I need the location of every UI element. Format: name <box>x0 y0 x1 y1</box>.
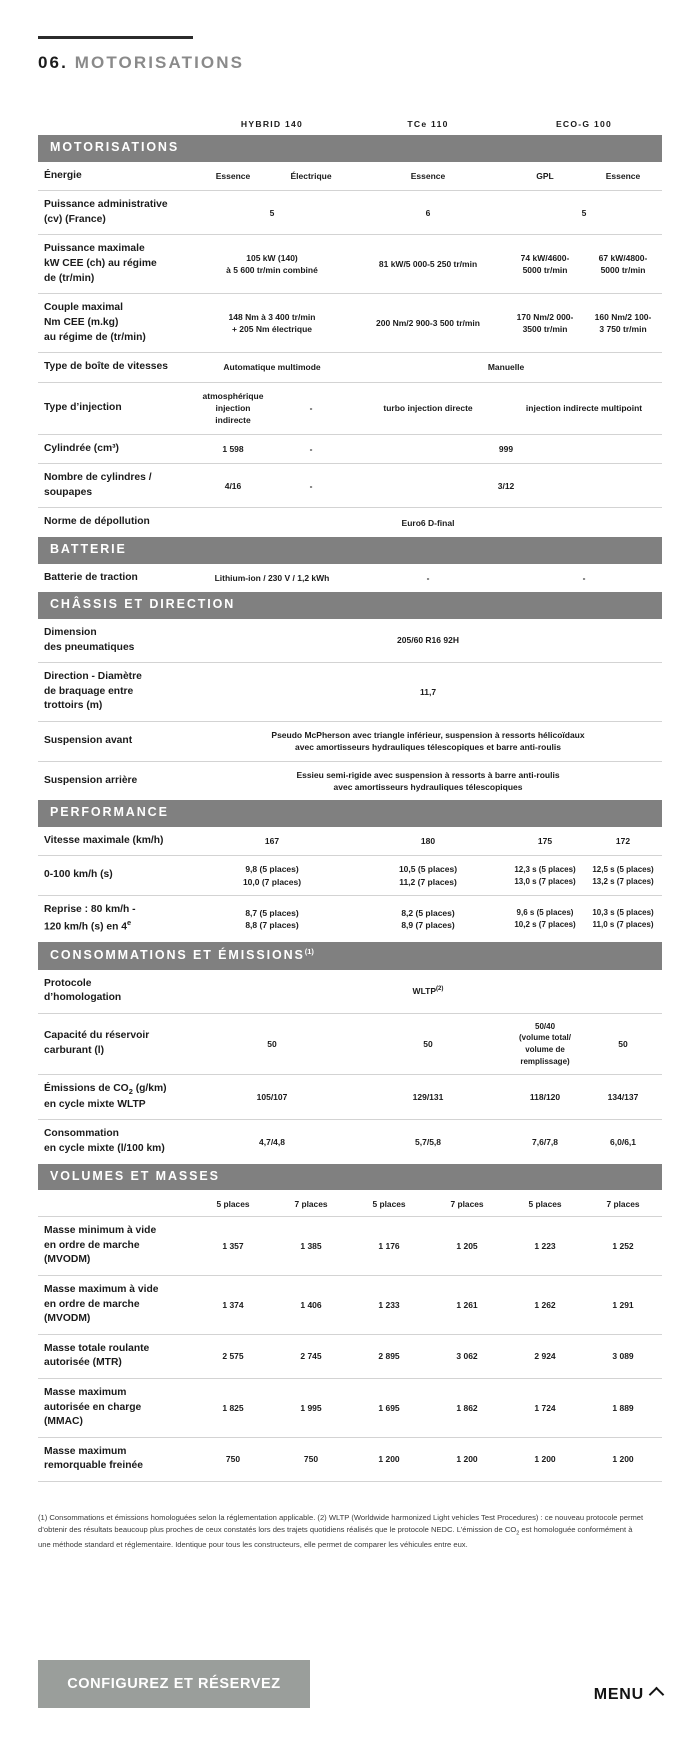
row-energie <box>38 162 662 191</box>
cell-mtr-4: 2 924 <box>506 1334 584 1378</box>
cell-batterie-ecog: - <box>582 572 586 583</box>
label-line-2: des pneumatiques <box>44 641 135 653</box>
cell-co2-gpl: 118/120 <box>506 1075 584 1120</box>
row-label-emissions-co2 <box>38 1075 194 1120</box>
row-label-suspension-arriere: Suspension arrière <box>44 774 138 786</box>
value-line-1: 8,7 (5 places) <box>245 907 299 918</box>
label-line-2: autorisée en charge <box>44 1401 142 1413</box>
cell-couple-max-tce: 200 Nm/2 900-3 500 tr/min <box>350 294 506 353</box>
cell-reprise-tce <box>350 896 506 942</box>
label-line-1: Masse maximum à vide <box>44 1283 159 1295</box>
value-line-1: Pseudo McPherson avec triangle inférieur, suspension à ressorts hélicoïdaux <box>271 730 585 740</box>
group-title-consommations <box>38 942 662 970</box>
cell-mvodm-min-0: 1 357 <box>194 1217 272 1276</box>
row-label-batterie-traction: Batterie de traction <box>44 571 138 583</box>
value-line-1: 9,6 s (5 places) <box>516 908 574 918</box>
row-pneumatiques <box>38 619 662 663</box>
places-subheader-spacer <box>38 1190 194 1217</box>
footnote-co2-subscript: 2 <box>516 1530 520 1537</box>
row-suspension-avant <box>38 722 662 762</box>
places-header-col-6: 7 places <box>584 1190 662 1217</box>
value-line-1: 10,3 s (5 places) <box>592 908 654 918</box>
label-line-1: Nombre de cylindres / <box>44 472 152 484</box>
group-title-volumes: VOLUMES ET MASSES <box>38 1164 662 1191</box>
cell-energie-hybrid-essence: Essence <box>194 162 272 191</box>
cell-mvodm-min-5: 1 252 <box>584 1217 662 1276</box>
group-title-performance: PERFORMANCE <box>38 800 662 827</box>
cell-reservoir-gpl <box>506 1013 584 1074</box>
row-label-diametre-braquage <box>38 663 194 722</box>
group-title-batterie: BATTERIE <box>38 537 662 564</box>
cell-reservoir-tce: 50 <box>350 1013 506 1074</box>
row-label-puissance-administrative <box>38 191 194 235</box>
cell-acceleration-hybrid <box>194 856 350 896</box>
value-line-1: 8,2 (5 places) <box>401 907 455 918</box>
value-line-2: injection <box>215 403 251 414</box>
row-label-suspension-avant: Suspension avant <box>38 722 194 762</box>
label-line-2: en cycle mixte (l/100 km) <box>44 1142 165 1154</box>
row-label-capacite-reservoir <box>38 1013 194 1074</box>
model-header-tce: TCe 110 <box>407 119 449 129</box>
value-line-2: 5000 tr/min <box>600 265 646 276</box>
group-title-chassis: CHÂSSIS ET DIRECTION <box>38 592 662 619</box>
label-line-2: en ordre de marche <box>44 1239 140 1251</box>
cell-couple-max-hybrid <box>194 294 350 353</box>
model-header-row <box>38 119 662 135</box>
cell-vitesse-gpl: 175 <box>506 827 584 856</box>
cell-pneumatiques-value: 205/60 R16 92H <box>194 619 662 663</box>
label-line-2: de braquage entre <box>44 685 134 697</box>
label-line-2: d’homologation <box>44 992 122 1004</box>
row-suspension-arriere <box>38 761 662 800</box>
value-line-4: remplissage) <box>520 1056 570 1066</box>
cell-boite-rest: Manuelle <box>350 353 662 383</box>
value-line-2: 3500 tr/min <box>522 324 568 335</box>
cell-mmac-3: 1 862 <box>428 1379 506 1438</box>
cell-mmac-0: 1 825 <box>194 1379 272 1438</box>
group-row-volumes <box>38 1164 662 1191</box>
cell-puissance-max-tce: 81 kW/5 000-5 250 tr/min <box>350 235 506 294</box>
cell-remorquable-1: 750 <box>272 1437 350 1481</box>
co2-label-suffix: (g/km) <box>132 1083 167 1095</box>
row-label-consommation-mixte <box>38 1120 194 1164</box>
row-norme-depollution <box>38 508 662 537</box>
row-mtr <box>38 1334 662 1378</box>
cell-mvodm-max-1: 1 406 <box>272 1275 350 1334</box>
cell-consommation-hybrid: 4,7/4,8 <box>259 1136 285 1147</box>
label-line-3: (MVODM) <box>44 1254 91 1266</box>
cell-diametre-braquage-value: 11,7 <box>194 663 662 722</box>
value-line-1: 12,5 s (5 places) <box>592 865 654 875</box>
value-line-2: 11,0 s (7 places) <box>592 919 654 929</box>
row-label-energie: Énergie <box>38 162 194 191</box>
value-line-2: 13,0 s (7 places) <box>514 876 576 886</box>
row-nombre-cylindres <box>38 464 662 508</box>
row-label-norme-depollution: Norme de dépollution <box>44 516 150 528</box>
group-row-motorisations <box>38 135 662 162</box>
cell-acceleration-gpl <box>506 856 584 896</box>
places-header-col-1: 5 places <box>194 1190 272 1217</box>
chevron-up-icon <box>649 1686 665 1702</box>
label-line-1: Masse minimum à vide <box>44 1225 157 1237</box>
cell-puissance-max-hybrid <box>194 235 350 294</box>
row-label-protocole <box>38 970 194 1014</box>
row-puissance-maximale <box>38 235 662 294</box>
cell-puissance-admin-ecog: 5 <box>506 191 662 235</box>
cell-suspension-arriere-value <box>194 761 662 800</box>
row-acceleration-0-100 <box>38 856 662 896</box>
value-line-1: 170 Nm/2 000- <box>516 311 574 322</box>
label-line-1: Masse maximum <box>44 1387 127 1399</box>
value-line-2: (volume total/ <box>519 1033 572 1043</box>
value-line-2: à 5 600 tr/min combiné <box>226 265 318 276</box>
group-row-batterie <box>38 537 662 564</box>
page-footer <box>0 1660 700 1708</box>
value-line-2: 10,2 s (7 places) <box>514 919 576 929</box>
model-header-spacer <box>38 119 194 135</box>
group-row-chassis <box>38 592 662 619</box>
cell-mvodm-min-4: 1 223 <box>506 1217 584 1276</box>
places-header-col-2: 7 places <box>272 1190 350 1217</box>
protocole-value-text: WLTP <box>412 985 436 996</box>
cell-remorquable-4: 1 200 <box>506 1437 584 1481</box>
cell-cylindree-rest: 999 <box>350 434 662 464</box>
cell-mmac-2: 1 695 <box>350 1379 428 1438</box>
cell-puissance-admin-tce: 6 <box>350 191 506 235</box>
cell-mtr-0: 2 575 <box>194 1334 272 1378</box>
value-line-2: 5000 tr/min <box>522 265 568 276</box>
cell-mtr-1: 2 745 <box>272 1334 350 1378</box>
row-label-couple-maximal <box>38 294 194 353</box>
cell-reprise-essence <box>584 896 662 942</box>
label-line-1: Consommation <box>44 1128 119 1140</box>
cell-protocole-value <box>194 970 662 1014</box>
cell-batterie-hybrid: Lithium-ion / 230 V / 1,2 kWh <box>214 572 330 583</box>
value-line-2: + 205 Nm électrique <box>231 324 313 335</box>
cell-norme-depollution-value: Euro6 D-final <box>401 517 455 528</box>
value-line-2: 3 750 tr/min <box>599 324 647 335</box>
label-line-1: Capacité du réservoir <box>44 1030 150 1042</box>
label-line-1 <box>44 1083 167 1097</box>
value-line-1: 12,3 s (5 places) <box>514 865 576 875</box>
label-line-3: au régime de (tr/min) <box>44 331 146 343</box>
cell-couple-max-gpl <box>506 294 584 353</box>
row-label-mvodm-maximum <box>38 1275 194 1334</box>
row-boite-de-vitesses <box>38 353 662 383</box>
row-emissions-co2 <box>38 1075 662 1120</box>
label-line-1: Protocole <box>44 977 92 989</box>
cell-puissance-max-essence <box>584 235 662 294</box>
cell-reprise-gpl <box>506 896 584 942</box>
cell-mtr-2: 2 895 <box>350 1334 428 1378</box>
label-line-1: Masse totale roulante <box>44 1342 150 1354</box>
model-header-ecog: ECO-G 100 <box>555 119 613 129</box>
cell-injection-electrique: - <box>272 382 350 434</box>
value-line-2: 13,2 s (7 places) <box>592 876 654 886</box>
row-diametre-braquage <box>38 663 662 722</box>
label-line-2: en ordre de marche <box>44 1298 140 1310</box>
label-line-2: kW CEE (ch) au régime <box>44 258 157 270</box>
row-label-pneumatiques <box>38 619 194 663</box>
row-masse-remorquable <box>38 1437 662 1481</box>
row-label-acceleration: 0-100 km/h (s) <box>38 856 194 896</box>
row-mvodm-maximum <box>38 1275 662 1334</box>
cell-remorquable-2: 1 200 <box>350 1437 428 1481</box>
cell-vitesse-hybrid: 167 <box>194 827 350 856</box>
cell-injection-ecog: injection indirecte multipoint <box>506 382 662 434</box>
value-line-1: 148 Nm à 3 400 tr/min <box>228 311 316 322</box>
value-line-2: 11,2 (7 places) <box>399 876 457 887</box>
protocole-superscript: (2) <box>436 985 444 993</box>
row-label-mvodm-minimum <box>38 1217 194 1276</box>
cell-cylindres-rest: 3/12 <box>350 464 662 508</box>
row-label-boite-de-vitesses: Type de boîte de vitesses <box>38 353 194 383</box>
cell-energie-ecog-gpl: GPL <box>506 162 584 191</box>
cell-mvodm-max-0: 1 374 <box>194 1275 272 1334</box>
label-line-1: Puissance maximale <box>44 243 145 255</box>
cell-co2-tce: 129/131 <box>350 1075 506 1120</box>
cell-cylindree-hybrid: 1 598 <box>194 434 272 464</box>
cell-vitesse-essence: 172 <box>584 827 662 856</box>
group-row-consommations <box>38 942 662 970</box>
header-rule <box>38 36 193 39</box>
cell-injection-tce: turbo injection directe <box>350 382 506 434</box>
cell-mvodm-max-5: 1 291 <box>584 1275 662 1334</box>
label-line-2: carburant (l) <box>44 1044 105 1056</box>
row-type-injection <box>38 382 662 434</box>
value-line-1: 67 kW/4800- <box>598 253 648 264</box>
cell-mmac-5: 1 889 <box>584 1379 662 1438</box>
cell-mvodm-min-3: 1 205 <box>428 1217 506 1276</box>
co2-label-prefix: Émissions de CO <box>44 1083 129 1095</box>
value-line-3: indirecte <box>215 415 251 426</box>
cell-mtr-3: 3 062 <box>428 1334 506 1378</box>
cell-energie-ecog-essence: Essence <box>584 162 662 191</box>
cell-energie-tce: Essence <box>350 162 506 191</box>
value-line-2: avec amortisseurs hydrauliques télescopiques <box>333 781 523 792</box>
cell-mmac-4: 1 724 <box>506 1379 584 1438</box>
row-mmac <box>38 1379 662 1438</box>
row-capacite-reservoir <box>38 1013 662 1074</box>
section-number: 06. <box>38 53 68 72</box>
configure-and-reserve-button[interactable]: CONFIGUREZ ET RÉSERVEZ <box>38 1660 310 1708</box>
value-line-2: 8,8 (7 places) <box>245 919 299 930</box>
row-label-mmac <box>38 1379 194 1438</box>
cell-mvodm-min-2: 1 176 <box>350 1217 428 1276</box>
row-label-masse-remorquable <box>38 1437 194 1481</box>
cell-mtr-5: 3 089 <box>584 1334 662 1378</box>
cell-cylindres-electrique: - <box>272 464 350 508</box>
value-line-1: 74 kW/4600- <box>520 253 570 264</box>
row-mvodm-minimum <box>38 1217 662 1276</box>
places-header-col-3: 5 places <box>350 1190 428 1217</box>
row-places-subheader <box>38 1190 662 1217</box>
group-title-text: CONSOMMATIONS ET ÉMISSIONS <box>50 947 305 962</box>
cell-mvodm-max-4: 1 262 <box>506 1275 584 1334</box>
label-line-3: de (tr/min) <box>44 272 95 284</box>
footnote-part-2: est homologuée conformément à une méthode standard et réglementaire. Identique pour tous les constructeurs, elle permet de comparer les véhicules entre eux. <box>38 1525 633 1549</box>
label-line-2: (cv) (France) <box>44 213 106 225</box>
row-puissance-administrative <box>38 191 662 235</box>
cell-puissance-max-gpl <box>506 235 584 294</box>
value-line-1: 50/40 <box>535 1021 556 1031</box>
page-title <box>38 53 662 73</box>
label-superscript: e <box>126 917 132 927</box>
page-header <box>0 0 700 73</box>
group-row-performance <box>38 800 662 827</box>
cell-acceleration-essence <box>584 856 662 896</box>
specifications-table <box>38 119 662 1482</box>
cell-consommation-essence: 6,0/6,1 <box>610 1136 637 1147</box>
value-line-1: 160 Nm/2 100- <box>594 311 652 322</box>
cell-consommation-tce: 5,7/5,8 <box>415 1136 442 1147</box>
label-line-2: 120 km/h (s) en 4 <box>44 921 127 933</box>
places-header-col-4: 7 places <box>428 1190 506 1217</box>
section-title-text: MOTORISATIONS <box>74 53 245 72</box>
cell-mmac-1: 1 995 <box>272 1379 350 1438</box>
value-line-1: Essieu semi-rigide avec suspension à ressorts à barre anti-roulis <box>296 769 560 780</box>
cell-remorquable-5: 1 200 <box>584 1437 662 1481</box>
label-line-2: autorisée (MTR) <box>44 1357 122 1369</box>
label-line-2: remorquable freinée <box>44 1460 143 1472</box>
footnote <box>38 1512 644 1551</box>
row-label-vitesse-maximale: Vitesse maximale (km/h) <box>38 827 194 856</box>
row-batterie-traction <box>38 564 662 593</box>
label-line-1: Masse maximum <box>44 1445 127 1457</box>
cell-couple-max-essence <box>584 294 662 353</box>
row-label-reprise <box>38 896 194 942</box>
label-line-2: soupapes <box>44 486 93 498</box>
menu-toggle[interactable] <box>594 1686 662 1708</box>
row-label-mtr <box>38 1334 194 1378</box>
label-line-1: Reprise : 80 km/h - <box>44 904 136 916</box>
specifications-table-wrapper <box>38 119 662 1482</box>
row-vitesse-maximale <box>38 827 662 856</box>
cell-cylindree-electrique: - <box>272 434 350 464</box>
cell-suspension-avant-value <box>194 722 662 762</box>
label-line-2: Nm CEE (m.kg) <box>44 316 119 328</box>
value-line-1: atmosphérique <box>202 390 264 401</box>
row-couple-maximal <box>38 294 662 353</box>
label-line-2: en cycle mixte WLTP <box>44 1098 146 1110</box>
label-line-3: trottoirs (m) <box>44 700 103 712</box>
cell-mvodm-min-1: 1 385 <box>272 1217 350 1276</box>
row-label-cylindree: Cylindrée (cm³) <box>38 434 194 464</box>
cell-mvodm-max-2: 1 233 <box>350 1275 428 1334</box>
cell-boite-hybrid: Automatique multimode <box>194 353 350 383</box>
cell-consommation-gpl: 7,6/7,8 <box>532 1136 559 1147</box>
group-title-superscript: (1) <box>304 946 314 956</box>
cell-cylindres-hybrid: 4/16 <box>194 464 272 508</box>
value-line-2: 10,0 (7 places) <box>242 876 302 887</box>
group-title-motorisations: MOTORISATIONS <box>38 135 662 162</box>
value-line-2: 8,9 (7 places) <box>401 919 455 930</box>
cell-vitesse-tce: 180 <box>350 827 506 856</box>
row-cylindree <box>38 434 662 464</box>
cell-reprise-hybrid <box>194 896 350 942</box>
row-consommation-mixte <box>38 1120 662 1164</box>
cell-remorquable-3: 1 200 <box>428 1437 506 1481</box>
value-line-2: avec amortisseurs hydrauliques télescopiques et barre anti-roulis <box>295 742 561 753</box>
value-line-1: 10,5 (5 places) <box>398 864 458 875</box>
footnote-part-1: (1) Consommations et émissions homologuées selon la réglementation applicable. (2) WLTP (Worldwide harmonized Light vehicles Test Procedures) : ce nouveau protocole permet d’obtenir des résultats beaucoup plus proches de ceux constatés lors des trajets quotidiens réalisés que le protocole NEDC. L’émission de CO <box>38 1513 644 1535</box>
value-line-3: volume de <box>525 1044 565 1054</box>
label-line-3: (MVODM) <box>44 1313 91 1325</box>
label-line-1: Dimension <box>44 626 97 638</box>
row-protocole-homologation <box>38 970 662 1014</box>
label-line-1: Direction - Diamètre <box>44 671 142 683</box>
cell-reservoir-essence: 50 <box>584 1013 662 1074</box>
cell-puissance-admin-hybrid: 5 <box>194 191 350 235</box>
co2-subscript: 2 <box>128 1087 133 1097</box>
places-header-col-5: 5 places <box>506 1190 584 1217</box>
model-header-hybrid: HYBRID 140 <box>240 119 304 129</box>
row-label-puissance-maximale <box>38 235 194 294</box>
cell-co2-essence: 134/137 <box>584 1075 662 1120</box>
row-reprise <box>38 896 662 942</box>
cell-reservoir-hybrid: 50 <box>194 1013 350 1074</box>
value-line-1: 9,8 (5 places) <box>245 864 299 875</box>
cell-co2-hybrid: 105/107 <box>194 1075 350 1120</box>
value-line-1: 105 kW (140) <box>246 253 298 264</box>
cell-mvodm-max-3: 1 261 <box>428 1275 506 1334</box>
row-label-nombre-cylindres <box>38 464 194 508</box>
row-label-type-injection: Type d’injection <box>38 382 194 434</box>
cell-energie-hybrid-electrique: Électrique <box>272 162 350 191</box>
cell-injection-hybrid <box>194 382 272 434</box>
menu-label: MENU <box>593 1686 644 1703</box>
cell-remorquable-0: 750 <box>194 1437 272 1481</box>
label-line-1: Couple maximal <box>44 302 123 314</box>
cell-batterie-tce: - <box>426 572 430 583</box>
label-line-3: (MMAC) <box>44 1416 83 1428</box>
label-line-1: Puissance administrative <box>44 199 168 211</box>
cell-acceleration-tce <box>350 856 506 896</box>
